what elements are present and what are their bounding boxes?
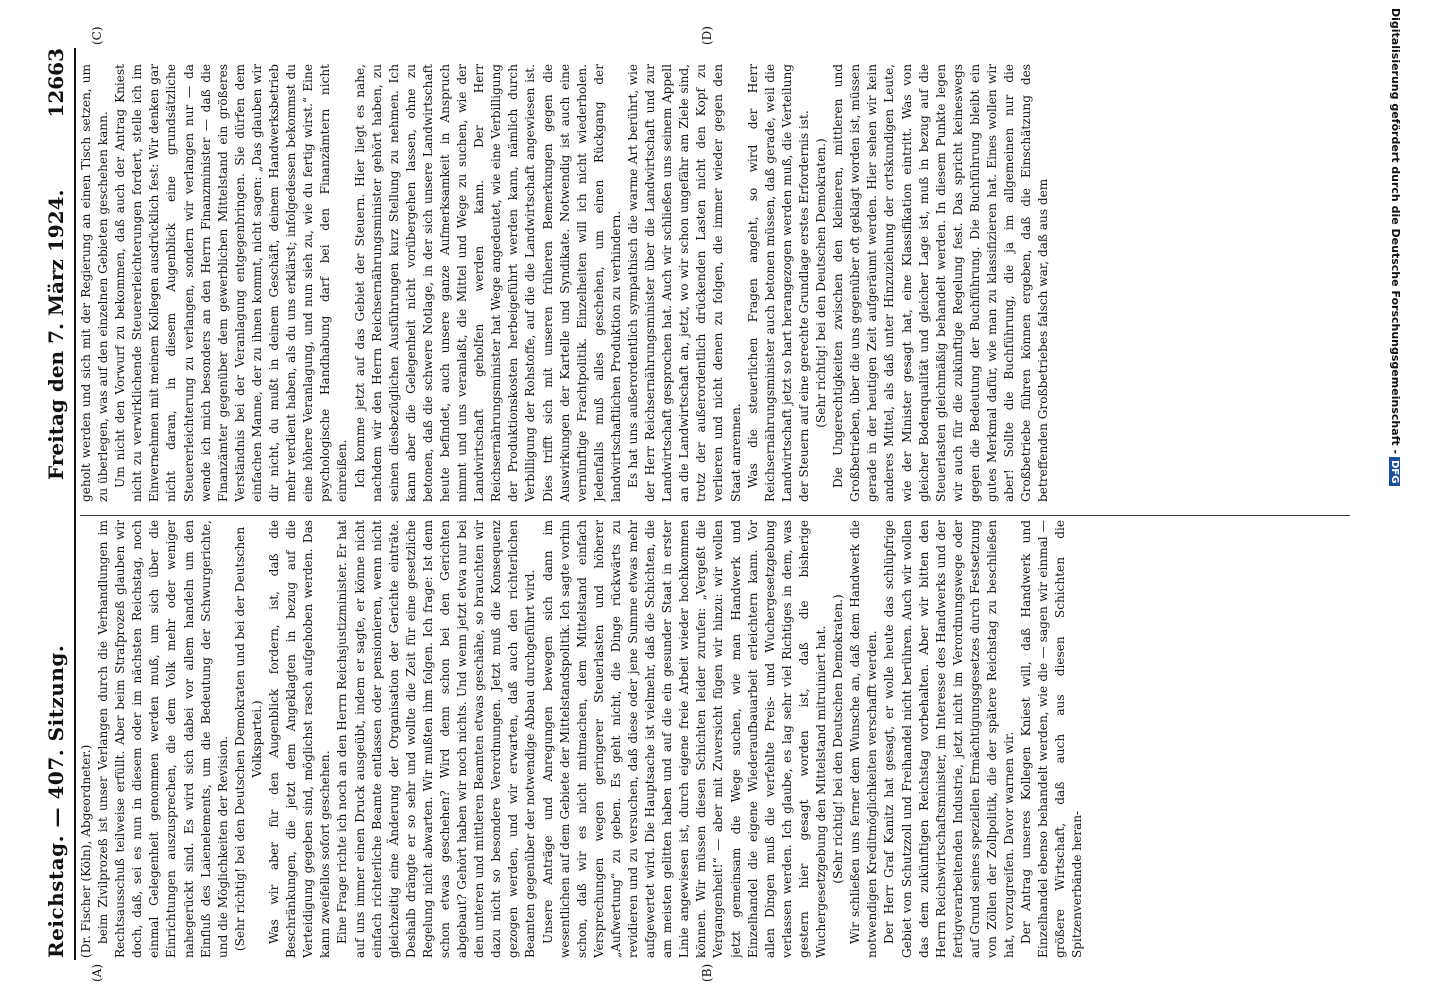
column-divider [80,515,1350,516]
dfg-logo: DFG [1389,457,1400,486]
paragraph: Der Antrag unseres Kollegen Kniest will, daß Handwerk und Einzelhandel ebenso behandelt werden, wie die — sagen wir einmal — größere Wirtschaft, daß auch aus diesen Schichten die Spitzenverbände heran- [1019,520,1085,958]
page-number: 12663 [44,48,68,118]
margin-mark-b: (B) [700,963,714,982]
paragraph: Um nicht den Vorwurf zu bekommen, daß auch der Antrag Kniest nicht zu verwirklichende Steuererleichterungen fordert, stelle ich im Einvernehmen mit meinem Kollegen ausdrücklich fest: Wir denken gar nicht daran, in diesem Augenblick eine grundsätzliche Steuererleichterung zu verlangen, sondern wir verlangen nur — da wende ich mich besonders an den Herrn Finanzminister — daß die Finanzämter gegenüber dem gewerblichen Mittelstand ein größeres Verständnis bei der Veranlagung entgegenbringen. Sie dürfen dem einfachen Manne, der zu ihnen kommt, nicht sagen: „Das glauben wir dir nicht, du mußt in deinem Geschäft, deinem Handwerksbetrieb mehr verdient haben, als du uns erklärst; infolgedessen bekommst du eine höhere Veranlagung, und nun sieh zu, wie du fertig wirst.“ Eine psychologische Handhabung darf bei den Finanzämtern nicht einreißen. [113,64,350,502]
paragraph: geholt werden und sich mit der Regierung an einen Tisch setzen, um zu überlegen, was auf den einzelnen Gebieten geschehen kann. [79,64,111,502]
paragraph: Ich komme jetzt auf das Gebiet der Steuern. Hier liegt es nahe, nachdem wir den Herrn Reichsernährungsminister gehört haben, zu seinen diesbezüglichen Ausführungen kurz Stellung zu nehmen. Ich kann aber die Gelegenheit nicht vorübergehen lassen, ohne zu betonen, daß die schwere Notlage, in der sich unsere Landwirtschaft heute befindet, auch unsere ganze Aufmerksamkeit in Anspruch nimmt und uns veranlaßt, die Mittel und Wege zu suchen, wie der Landwirtschaft geholfen werden kann. Der Herr Reichsernährungsminister hat Wege angedeutet, wie eine Verbilligung der Produktionskosten herbeigeführt werden kann, nämlich durch Verbilligung der Rohstoffe, auf die die Landwirtschaft angewiesen ist. Dies trifft sich mit unseren früheren Bemerkungen gegen die Auswirkungen der Kartelle und Syndikate. Notwendig ist auch eine vernünftige Frachtpolitik. Einzelheiten will ich nicht wiederholen. Jedenfalls muß alles geschehen, um einen Rückgang der landwirtschaftlichen Produktion zu verhindern. [352,64,623,502]
right-column [78,64,1348,502]
paragraph: Es hat uns außerordentlich sympathisch die warme Art berührt, wie der Herr Reichsernährungsminister über die Landwirtschaft und zur Landwirtschaft gesprochen hat. Auch wir schließen uns seinem Appell an die Landwirtschaft an, jetzt, wo wir schon ungefähr am Ziele sind, trotz der außerordentlich drückenden Lasten nicht den Kopf zu verlieren und nicht denen zu folgen, die immer wieder gegen den Staat anrennen. [626,64,743,502]
paragraph: Was die steuerlichen Fragen angeht, so wird der Herr Reichsernährungsminister auch betonen müssen, daß gerade, weil die Landwirtschaft jetzt so hart herangezogen werden muß, die Verteilung der Steuern auf eine gerechte Grundlage erstes Erfordernis ist. [745,64,811,502]
digitization-credit [1380,8,1402,988]
interjection: (Sehr richtig! bei den Deutschen Demokraten.) [831,594,846,884]
paragraph: Was wir aber für den Augenblick fordern, ist, daß die Beschränkungen, die jetzt dem Angeklagten in bezug auf die Verteidigung gegeben sind, möglichst rasch aufgehoben werden. Das kann zweifellos sofort geschehen. [267,520,333,958]
header-date: Freitag den 7. März 1924. [44,189,68,480]
paragraph: Unsere Anträge und Anregungen bewegen sich dann im wesentlichen auf dem Gebiete der Mittelstandspolitik. Ich sagte vorhin schon, daß wir es nicht mitmachen, dem Mittelstand einfach Versprechungen wegen geringerer Steuerlasten und höherer „Aufwertung“ zu geben. Es geht nicht, die Dinge rückwärts zu revidieren und zu versuchen, daß diese oder jene Summe etwas mehr aufgewertet wird. Die Hauptsache ist vielmehr, daß die Schichten, die am meisten gelitten haben und auf die ein gesunder Staat in erster Linie angewiesen ist, durch eigene freie Arbeit wieder hochkommen können. Wir müssen diesen Schichten leider zurufen: „Vergeßt die Vergangenheit!“ — aber mit Zuversicht fügen wir hinzu: wir wollen jetzt gemeinsam die Wege suchen, wie man Handwerk und Einzelhandel die eigene Wiederaufbauarbeit erleichtern kann. Vor allen Dingen muß die verfehlte Preis- und Wuchergesetzgebung verlassen werden. Ich glaube, es lag sehr viel Richtiges in dem, was gestern hier gesagt worden ist, daß die bisherige Wuchergesetzgebung den Mittelstand mitruiniert hat. [540,520,829,958]
interjection: (Sehr richtig! bei den Deutschen Demokraten und bei der Deutschen Volkspartei.) [232,526,264,952]
credit-text: Digitalisierung gefördert durch die Deutsche Forschungsgemeinschaft - [1389,8,1402,455]
margin-mark-a: (A) [90,963,104,982]
margin-mark-c: (C) [90,26,104,45]
left-column [78,520,1348,958]
paragraph: Die Ungerechtigkeiten zwischen den kleineren, mittleren und Großbetrieben, über die uns gegenüber oft geklagt worden ist, müssen gerade in der heutigen Zeit aufgeräumt werden. Hier sehen wir kein anderes Mittel, als daß unter Hinzuziehung der ortskundigen Leute, wie der Minister gesagt hat, eine Klassifikation eintritt. Was von gleicher Bodenqualität und gleicher Lage ist, muß in bezug auf die Steuerlasten gleichmäßig behandelt werden. In diesem Punkte legen wir auch für die zukünftige Regelung fest. Das spricht keineswegs gegen die Bedeutung der Buchführung. Die Buchführung bleibt ein gutes Merkmal dafür, wie man zu klassifizieren hat. Eines wollen wir aber! Sollte die Buchführung, die ja im allgemeinen nur die Großbetriebe führen können ergeben, daß die Einschätzung des betreffenden Großbetriebes falsch war, daß aus dem [831,64,1051,502]
interjection: (Sehr richtig! bei den Deutschen Demokraten.) [814,138,829,428]
page-header [40,48,72,958]
header-rule [74,48,76,960]
paragraph: Eine Frage richte ich noch an den Herrn Reichsjustizminister. Er hat auf uns immer einen Druck ausgeübt, indem er sagte, er könne nicht einfach richterliche Beamte entlassen oder pensionieren, wenn nicht gleichzeitig eine Änderung der Organisation der Gerichte einträte. Deshalb drängte er so sehr und wollte die Zeit für eine gesetzliche Regelung nicht abwarten. Wir mußten ihm folgen. Ich frage: Ist denn schon etwas geschehen? Wird denn schon bei den Gerichten abgebaut? Gehört haben wir noch nichts. Und wenn jetzt etwa nur bei den unteren und mittleren Beamten etwas geschähe, so brauchten wir dazu nicht so besondere Verordnungen. Jetzt muß die Konsequenz gezogen werden, und wir erwarten, daß auch den richterlichen Beamten gegenüber der notwendige Abbau durchgeführt wird. [335,520,538,958]
paragraph: (Dr. Fischer (Köln), Abgeordneter.) [79,744,93,958]
paragraph: Wir schließen uns ferner dem Wunsche an, daß dem Handwerk die notwendigen Kreditmöglichkeiten verschafft werden. [848,520,880,958]
header-left: Reichstag. — 407. Sitzung. [44,644,68,958]
paragraph: Der Herr Graf Kanitz hat gesagt, er wolle heute das schlüpfrige Gebiet von Schutzzoll und Freihandel nicht berühren. Auch wir wollen das dem zukünftigen Reichstag vorbehalten. Aber wir bitten den Herrn Reichswirtschaftsminister, im Interesse des Handwerks und der fertigverarbeitenden Industrie, jetzt nicht im Verordnungswege oder auf Grund seines speziellen Ermächtigungsgesetzes durch Festsetzung von Zöllen der Zollpolitik, die der spätere Reichstag zu beschließen hat, vorzugreifen. Davor warnen wir. [882,520,1017,958]
paragraph: beim Zivilprozeß ist unser Verlangen durch die Verhandlungen im Rechtsausschuß teilweise erfüllt. Aber beim Strafprozeß glauben wir doch, daß, sei es nun in diesem oder im nächsten Reichstag, noch einmal Gelegenheit genommen werden muß, um sich über die Einrichtungen auszusprechen, die dem Volk mehr oder weniger nahegerückt sind. Es wird sich dabei vor allem handeln um den Einfluß des Laienelements, um die Bedeutung der Schwurgerichte, und die Möglichkeiten der Revision. [96,520,230,958]
margin-mark-d: (D) [700,26,714,45]
